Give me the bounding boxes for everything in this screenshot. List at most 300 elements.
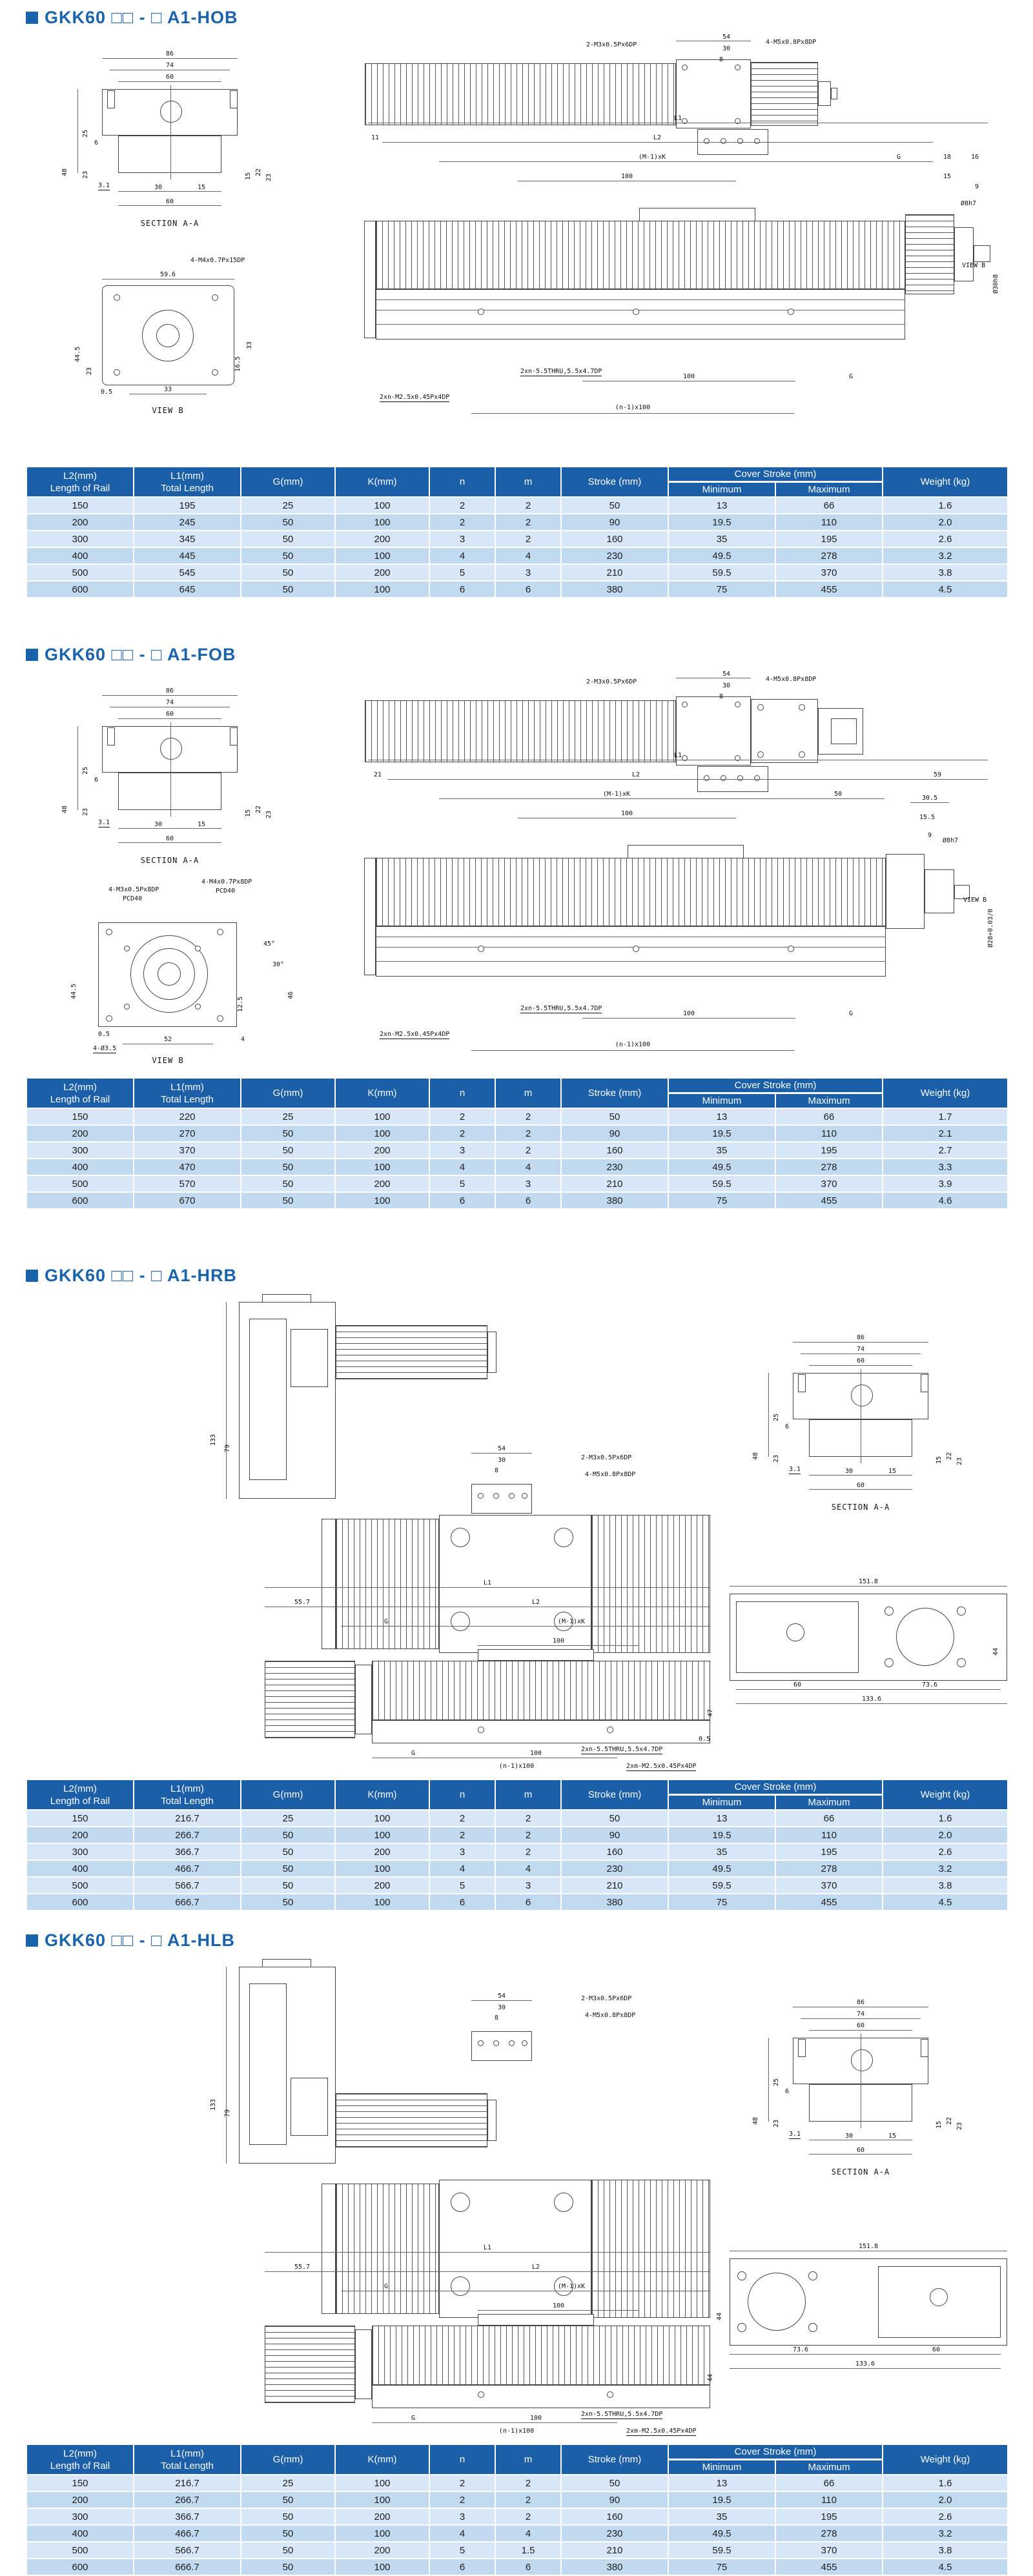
dim-label: L1 [483, 2244, 492, 2251]
table-row [26, 1843, 1008, 1860]
dim-label: 48 [61, 805, 68, 813]
dim-label: 60 [932, 2346, 941, 2353]
screw-hole [737, 138, 743, 144]
table-cell: 50 [241, 531, 335, 547]
table-cell: 90 [561, 2491, 668, 2508]
bellows-cover [376, 858, 886, 926]
dim-label: 74 [165, 62, 174, 69]
dim-label: 3.1 [789, 2131, 801, 2138]
motor-cap [487, 2100, 496, 2141]
table-row [26, 1142, 1008, 1159]
table-cell: 466.7 [134, 2525, 241, 2542]
mount-hole [788, 309, 794, 315]
table-cell: 50 [561, 1810, 668, 1827]
shaft-circle [930, 2288, 948, 2306]
dim-label: 15 [245, 809, 252, 817]
table-cell: 278 [775, 2525, 883, 2542]
col-header-l1: L1(mm) Total Length [134, 1780, 241, 1810]
table-cell: 100 [335, 2559, 429, 2575]
table-cell: 370 [775, 1877, 883, 1894]
thread-callout: 4-M5x0.8Px8DP [766, 676, 817, 683]
drawing-line [376, 947, 886, 948]
dim-label: 3.1 [789, 1466, 801, 1473]
table-cell: 50 [241, 581, 335, 598]
table-row [26, 1877, 1008, 1894]
dim-label: 21 [373, 771, 382, 778]
table-cell: 3 [429, 1843, 495, 1860]
col-header-l1: L1(mm) Total Length [134, 1078, 241, 1108]
dim-label: 54 [722, 34, 731, 41]
dim-label: 23 [956, 1457, 963, 1465]
col-header-stroke: Stroke (mm) [561, 467, 668, 497]
table-cell: 50 [241, 1159, 335, 1175]
dim-label: 9 [927, 832, 932, 839]
dim-label: 59.6 [159, 271, 176, 278]
dim-line [265, 2252, 710, 2253]
table-cell: 2 [429, 1125, 495, 1142]
dim-label: 100 [620, 810, 633, 817]
table-cell: 455 [775, 2559, 883, 2575]
dim-label: 11 [371, 134, 380, 141]
col-header-maximum: Maximum [775, 482, 883, 498]
screw-hole [735, 702, 741, 707]
dim-label: 44 [992, 1647, 999, 1656]
col-header-m: m [495, 1780, 561, 1810]
dim-label: 30 [722, 45, 731, 52]
screw-hole [682, 65, 688, 70]
dim-line [118, 81, 221, 82]
screw-hole [799, 751, 805, 758]
table-cell: 3.8 [883, 2542, 1008, 2559]
table-cell: 50 [241, 1894, 335, 1911]
table-cell: 2.1 [883, 1125, 1008, 1142]
dim-label: Ø30h8 [992, 274, 999, 294]
table-cell: 49.5 [668, 2525, 775, 2542]
table-cell: 645 [134, 581, 241, 598]
dim-label: 151.8 [858, 1578, 879, 1585]
table-cell: 50 [241, 514, 335, 531]
dim-label: 133 [210, 1434, 217, 1446]
screw-hole [808, 2323, 817, 2332]
dim-label: 44 [716, 2312, 723, 2320]
dim-label: L2 [531, 2264, 540, 2271]
table-cell: 50 [241, 1860, 335, 1877]
motor-body [336, 2093, 487, 2147]
table-cell: 3 [429, 531, 495, 547]
table-cell: 6 [495, 1894, 561, 1911]
dim-label: 73.6 [792, 2346, 809, 2353]
dim-label: 15 [888, 1468, 897, 1475]
table-cell: 2 [495, 1125, 561, 1142]
dim-line [793, 1342, 928, 1343]
dim-line [102, 695, 238, 696]
dim-label: 86 [165, 687, 174, 695]
table-cell: 25 [241, 1810, 335, 1827]
dim-label: 22 [946, 2116, 953, 2125]
table-cell: 59.5 [668, 2542, 775, 2559]
table-cell: 75 [668, 581, 775, 598]
col-header-g: G(mm) [241, 1078, 335, 1108]
table-cell: 13 [668, 1108, 775, 1125]
table-cell: 25 [241, 497, 335, 514]
dim-label: 46 [287, 991, 294, 999]
table-cell: 300 [26, 531, 134, 547]
dim-line [730, 2368, 1001, 2369]
dim-line [118, 718, 221, 719]
table-cell: 230 [561, 1860, 668, 1877]
col-header-g: G(mm) [241, 467, 335, 497]
table-cell: 90 [561, 1125, 668, 1142]
table-row [26, 581, 1008, 598]
shaft-circle-inner [156, 324, 179, 347]
dim-label: 8 [719, 693, 724, 700]
dim-label: 0.5 [98, 1031, 110, 1038]
drawing-line [376, 299, 905, 300]
table-cell: 3.3 [883, 1159, 1008, 1175]
thread-callout: PCD40 [216, 887, 236, 895]
spec-table-fob [26, 1077, 1008, 1210]
table-cell: 100 [335, 1108, 429, 1125]
table-cell: 195 [775, 2508, 883, 2525]
table-cell: 300 [26, 1843, 134, 1860]
table-cell: 195 [134, 497, 241, 514]
dim-label: G [896, 154, 901, 161]
dim-label: 30 [844, 1468, 854, 1475]
dim-line [341, 1626, 431, 1627]
table-cell: 50 [241, 1192, 335, 1209]
dim-label: 25 [773, 2078, 780, 2086]
technical-drawing-hrb [26, 1290, 1007, 1771]
dim-line [118, 828, 221, 829]
table-cell: 600 [26, 581, 134, 598]
table-cell: 150 [26, 497, 134, 514]
drawing-screw [921, 1374, 928, 1392]
table-row [26, 1108, 1008, 1125]
table-cell: 200 [335, 1142, 429, 1159]
carriage-hole [451, 1612, 470, 1631]
table-cell: 370 [775, 2542, 883, 2559]
table-cell: 75 [668, 2559, 775, 2575]
bellows-cover [372, 2326, 710, 2385]
dim-line [431, 1626, 710, 1627]
dim-label: 4 [240, 1036, 245, 1043]
shaft-circle [786, 1623, 804, 1641]
dim-label: 15 [245, 172, 252, 180]
table-cell: 4 [429, 2525, 495, 2542]
screw-hole [957, 1607, 966, 1616]
dim-label: 60 [856, 1482, 865, 1489]
table-cell: 4.5 [883, 2559, 1008, 2575]
rail-base [376, 289, 905, 340]
drawing-screw [107, 90, 115, 108]
dim-label: 86 [165, 50, 174, 57]
screw-hole [737, 2323, 746, 2332]
table-cell: 200 [26, 514, 134, 531]
table-cell: 100 [335, 581, 429, 598]
dim-line [471, 1050, 794, 1051]
dim-line [341, 2271, 710, 2272]
dim-label: 45° [263, 940, 276, 948]
table-cell: 13 [668, 497, 775, 514]
table-cell: 195 [775, 1142, 883, 1159]
screw-hole [757, 704, 764, 711]
mount-hole [633, 946, 639, 952]
rail-end-cap [322, 2184, 336, 2314]
screw-hole [212, 294, 218, 301]
table-cell: 2 [495, 2491, 561, 2508]
table-cell: 2.0 [883, 2491, 1008, 2508]
table-cell: 4 [495, 1860, 561, 1877]
table-cell: 266.7 [134, 2491, 241, 2508]
table-cell: 66 [775, 497, 883, 514]
mount-hole [633, 309, 639, 315]
table-cell: 210 [561, 2542, 668, 2559]
table-cell: 300 [26, 2508, 134, 2525]
table-cell: 2 [495, 1810, 561, 1827]
dim-label: 23 [265, 810, 272, 818]
table-cell: 400 [26, 1860, 134, 1877]
motor-side [265, 1661, 355, 1738]
screw-hole [957, 1658, 966, 1667]
dim-label: 100 [620, 173, 633, 180]
dim-line [768, 1373, 769, 1457]
carriage-hole [554, 2193, 573, 2212]
table-cell: 600 [26, 1192, 134, 1209]
dim-line [478, 1645, 639, 1646]
drawing-screw [230, 727, 238, 745]
dim-label: 30° [272, 961, 285, 968]
mount-hole [607, 2391, 613, 2398]
dim-line [102, 58, 238, 59]
dim-label: 54 [497, 1993, 506, 2000]
dim-label: 4-Ø3.5 [93, 1045, 117, 1052]
dim-label: 86 [856, 1999, 865, 2006]
dim-line [859, 1689, 1001, 1690]
dim-label: L1 [673, 115, 682, 122]
drawing-line [376, 961, 886, 962]
carriage-block [639, 208, 755, 221]
table-cell: 90 [561, 1827, 668, 1843]
motor-body [751, 62, 818, 126]
table-cell: 49.5 [668, 547, 775, 564]
mount-flange [471, 2031, 532, 2061]
carriage-hole [451, 1528, 470, 1547]
screw-hole [217, 929, 223, 935]
table-cell: 66 [775, 1108, 883, 1125]
screw-hole [808, 2271, 817, 2280]
thread-callout: PCD40 [123, 895, 143, 902]
motor-body [336, 1325, 487, 1379]
table-cell: 6 [429, 581, 495, 598]
table-cell: 1.5 [495, 2542, 561, 2559]
table-cell: 2 [429, 1810, 495, 1827]
dim-line [471, 413, 794, 414]
carriage-hole [554, 1528, 573, 1547]
table-cell: 455 [775, 1894, 883, 1911]
end-plate [673, 59, 751, 128]
bellows-cover [336, 2184, 439, 2314]
table-cell: 2 [429, 2475, 495, 2491]
col-header-minimum: Minimum [668, 1093, 775, 1109]
col-header-g: G(mm) [241, 2444, 335, 2475]
table-cell: 25 [241, 2475, 335, 2491]
dim-label: (M-1)xK [557, 1618, 586, 1625]
mount-flange [471, 1484, 532, 1514]
table-cell: 200 [335, 1877, 429, 1894]
dim-label: 30.5 [921, 795, 938, 802]
dim-label: L2 [631, 771, 640, 778]
drawing-bore-circle [160, 738, 182, 760]
rail-base [372, 1720, 710, 1743]
dim-label: 0.5 [101, 389, 113, 396]
table-cell: 195 [775, 1843, 883, 1860]
table-row [26, 2475, 1008, 2491]
motor-cap [487, 1332, 496, 1373]
flange-block-inner [831, 718, 857, 744]
table-row [26, 514, 1008, 531]
table-cell: 1.6 [883, 497, 1008, 514]
table-cell: 2 [429, 514, 495, 531]
col-header-weight: Weight (kg) [883, 467, 1008, 497]
technical-drawing-hob [26, 32, 1007, 458]
table-cell: 345 [134, 531, 241, 547]
table-cell: 19.5 [668, 2491, 775, 2508]
dim-label: (M-1)xK [557, 2283, 586, 2290]
pcd-screw-hole [195, 1004, 201, 1009]
table-cell: 5 [429, 2542, 495, 2559]
table-cell: 4.5 [883, 581, 1008, 598]
dim-label: G [411, 1750, 416, 1757]
screw-hole [754, 138, 760, 144]
table-cell: 13 [668, 2475, 775, 2491]
pcd-screw-hole [195, 946, 201, 951]
table-row [26, 1175, 1008, 1192]
section-hlb [26, 1929, 1007, 2576]
dim-line [865, 161, 933, 162]
dim-label: 30 [722, 682, 731, 689]
table-row [26, 2542, 1008, 2559]
col-header-m: m [495, 2444, 561, 2475]
drawing-base [118, 136, 221, 173]
dim-label: 48 [752, 1452, 759, 1460]
dim-label: 54 [497, 1445, 506, 1452]
drawing-base [118, 773, 221, 810]
dim-line [478, 2310, 639, 2311]
table-cell: 400 [26, 2525, 134, 2542]
table-cell: 370 [134, 1142, 241, 1159]
col-header-k: K(mm) [335, 467, 429, 497]
screw-hole [217, 1015, 223, 1022]
table-cell: 570 [134, 1175, 241, 1192]
dim-line [736, 1703, 1007, 1704]
motor-side [265, 2326, 355, 2403]
table-cell: 220 [134, 1108, 241, 1125]
table-cell: 5 [429, 1877, 495, 1894]
table-cell: 666.7 [134, 1894, 241, 1911]
bellows-cover [591, 2180, 710, 2318]
screw-hole [885, 1658, 894, 1667]
col-header-l2: L2(mm) Length of Rail [26, 2444, 134, 2475]
table-row [26, 2525, 1008, 2542]
table-row [26, 1894, 1008, 1911]
dim-label: 60 [793, 1681, 802, 1689]
dim-label: 6 [785, 1423, 790, 1430]
dim-label: 25 [773, 1413, 780, 1421]
dim-line [582, 1018, 795, 1019]
carriage-block [478, 2314, 594, 2326]
dim-line [809, 2154, 912, 2155]
table-cell: 380 [561, 1192, 668, 1209]
col-header-l1: L1(mm) Total Length [134, 467, 241, 497]
screw-hole [704, 775, 710, 781]
section-fob [26, 644, 1007, 1210]
table-cell: 2 [429, 497, 495, 514]
table-cell: 2 [495, 1108, 561, 1125]
table-cell: 445 [134, 547, 241, 564]
table-row [26, 497, 1008, 514]
col-header-stroke: Stroke (mm) [561, 1780, 668, 1810]
table-cell: 2.0 [883, 1827, 1008, 1843]
table-cell: 6 [495, 2559, 561, 2575]
screw-hole [735, 65, 741, 70]
dim-label: (M-1)xK [638, 154, 666, 161]
drawing-bore-circle [160, 101, 182, 123]
table-cell: 670 [134, 1192, 241, 1209]
table-cell: 2.0 [883, 514, 1008, 531]
thread-callout: 2xn-5.5THRU,5.5x4.7DP [581, 2411, 663, 2418]
dim-label: 23 [773, 2119, 780, 2127]
table-cell: 3 [429, 1142, 495, 1159]
dim-line [809, 1489, 912, 1490]
table-cell: 200 [335, 1843, 429, 1860]
section-hrb [26, 1264, 1007, 1911]
table-cell: 100 [335, 1810, 429, 1827]
col-header-l2: L2(mm) Length of Rail [26, 467, 134, 497]
table-row [26, 1827, 1008, 1843]
dim-label: (M-1)xK [602, 791, 631, 798]
table-cell: 245 [134, 514, 241, 531]
table-cell: 2.7 [883, 1142, 1008, 1159]
dim-line [439, 798, 794, 799]
table-cell: 100 [335, 1125, 429, 1142]
view-b-pointer: VIEW B [963, 897, 987, 904]
dim-label: 23 [82, 807, 89, 816]
view-b-pointer: VIEW B [962, 262, 986, 269]
dim-line [910, 802, 949, 803]
table-cell: 59.5 [668, 1175, 775, 1192]
dim-label: 74 [856, 2011, 865, 2018]
dim-label: 73.6 [921, 1681, 938, 1689]
shaft-circle-inner [158, 962, 181, 986]
dim-label: G [384, 2283, 389, 2290]
table-cell: 4.5 [883, 1894, 1008, 1911]
table-cell: 1.7 [883, 1108, 1008, 1125]
table-cell: 500 [26, 564, 134, 581]
screw-hole [509, 2040, 515, 2046]
technical-drawing-hlb [26, 1955, 1007, 2436]
dim-label: 18 [943, 154, 952, 161]
section-bullet-icon [26, 12, 38, 24]
table-row [26, 1192, 1008, 1209]
table-cell: 6 [495, 1192, 561, 1209]
dim-label: Ø8h7 [961, 200, 977, 207]
dim-label: L2 [531, 1599, 540, 1606]
drawing-screw [921, 2039, 928, 2057]
dim-label: 133.6 [861, 1696, 882, 1703]
dim-line [226, 1967, 227, 2164]
dim-label: 12.5 [237, 996, 244, 1012]
table-cell: 4 [429, 547, 495, 564]
